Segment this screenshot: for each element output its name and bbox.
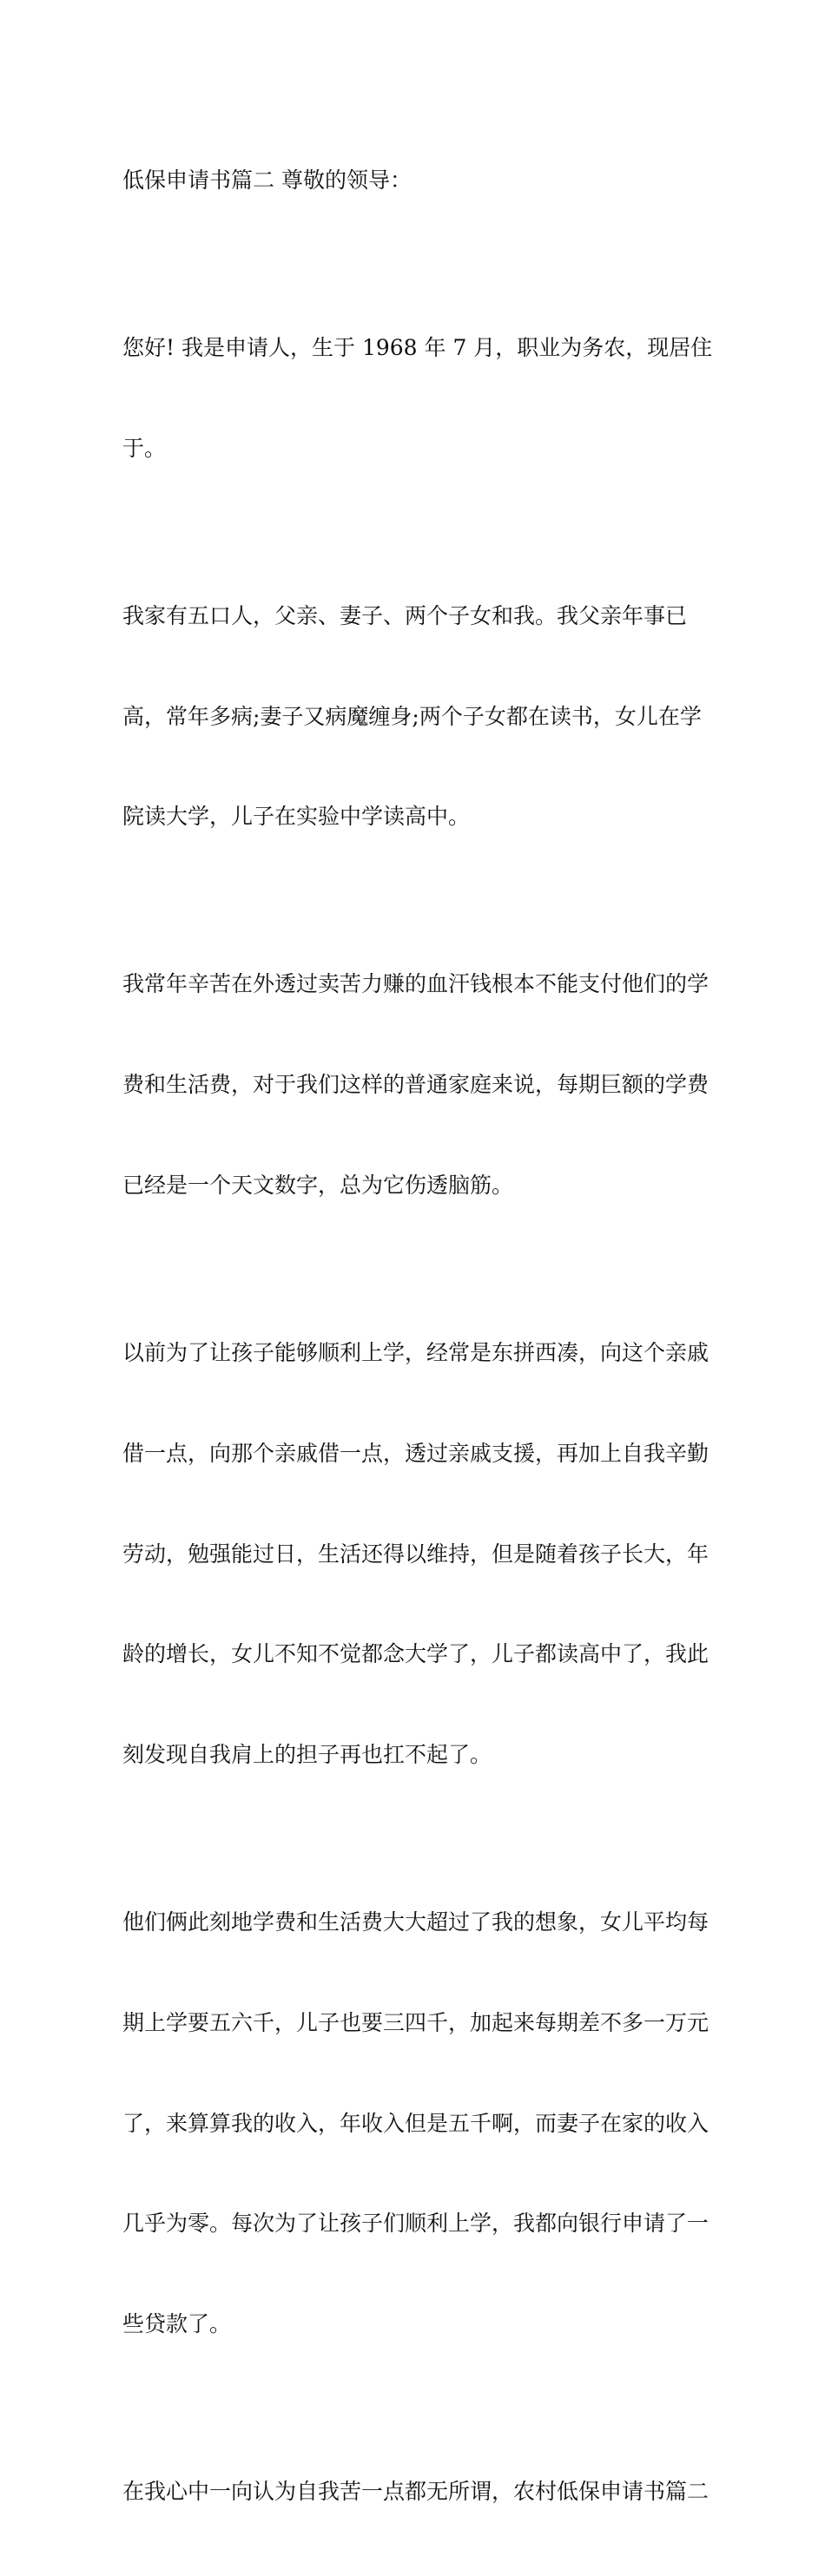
paragraph-family (122, 533, 713, 902)
text-line: 于。 (122, 435, 167, 461)
text-line: 我常年辛苦在外透过卖苦力赚的血汗钱根本不能支付他们的学 (122, 971, 710, 997)
text-line: 了，来算算我的收入，年收入但是五千啊，而妻子在家的收入 (122, 2110, 710, 2136)
paragraph-greeting (122, 265, 713, 533)
paragraph-income (122, 901, 713, 1270)
text-line: 在我心中一向认为自我苦一点都无所谓，农村低保申请书篇二 (122, 2479, 710, 2505)
text-line: 他们俩此刻地学费和生活费大大超过了我的想象，女儿平均每 (122, 1909, 710, 1935)
text-line: 几乎为零。每次为了让孩子们顺利上学，我都向银行申请了一 (122, 2211, 710, 2237)
text-line: 些贷款了。 (122, 2311, 232, 2337)
document-body (122, 97, 713, 2576)
paragraph-title (122, 97, 713, 265)
paragraph-borrowing (122, 1270, 713, 1839)
text-line: 我家有五口人，父亲、妻子、两个子女和我。我父亲年事已 (122, 602, 688, 628)
text-line: 借一点，向那个亲戚借一点，透过亲戚支援，再加上自我辛勤 (122, 1440, 710, 1466)
text-line: 已经是一个天文数字，总为它伤透脑筋。 (122, 1173, 514, 1198)
text-line: 费和生活费，对于我们这样的普通家庭来说，每期巨额的学费 (122, 1072, 710, 1098)
text-line: 院读大学，儿子在实验中学读高中。 (122, 804, 471, 830)
text-line: 以前为了让孩子能够顺利上学，经常是东拼西凑，向这个亲戚 (122, 1339, 710, 1365)
text-line: 高，常年多病;妻子又病魔缠身;两个子女都在读书，女儿在学 (122, 703, 702, 729)
text-line: 您好! 我是申请人，生于 1968 年 7 月，职业为务农，现居住 (122, 335, 713, 361)
paragraph-expenses (122, 1839, 713, 2408)
text-line: 劳动，勉强能过日，生活还得以维持，但是随着孩子长大，年 (122, 1541, 710, 1567)
paragraph-closing (122, 2408, 713, 2576)
text-line: 龄的增长，女儿不知不觉都念大学了，儿子都读高中了，我此 (122, 1641, 710, 1667)
text-line: 刻发现自我肩上的担子再也扛不起了。 (122, 1742, 492, 1768)
text-line: 期上学要五六千，儿子也要三四千，加起来每期差不多一万元 (122, 2009, 710, 2035)
text-line: 低保申请书篇二 尊敬的领导： (122, 168, 412, 194)
